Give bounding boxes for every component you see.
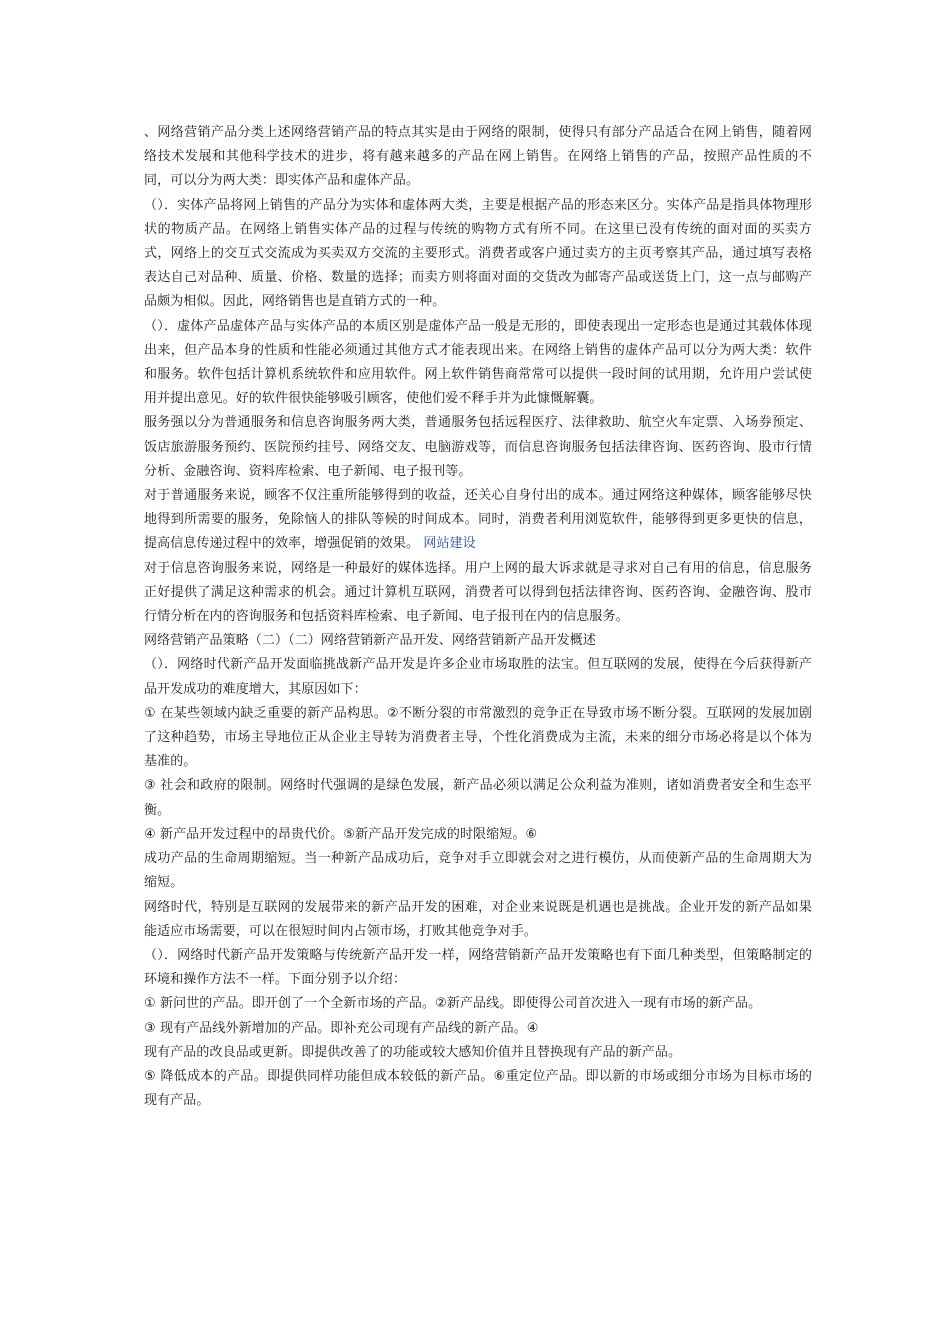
paragraph-life-cycle: 成功产品的生命周期缩短。当一种新产品成功后，竞争对手立即就会对之进行模仿，从而使新产品的生命周期大为缩短。 bbox=[144, 851, 812, 891]
paragraph-product-classification: 、网络营销产品分类上述网络营销产品的特点其实是由于网络的限制，使得只有部分产品适合在网上销售，随着网络技术发展和其他科学技术的进步，将有越来越多的产品在网上销售。在网络上销售的产品，按照产品性质的不同，可以分为两大类：即实体产品和虚体产品。 bbox=[144, 125, 812, 189]
list-item-strategy-5-6: ⑤ 降低成本的产品。即提供同样功能但成本较低的新产品。⑥重定位产品。即以新的市场或细分市场为目标市场的现有产品。 bbox=[144, 1068, 812, 1109]
list-item-reason-4-5-6: ④ 新产品开发过程中的昂贵代价。⑤新产品开发完成的时限缩短。⑥ bbox=[144, 826, 538, 842]
list-item-reason-1-2: ① 在某些领域内缺乏重要的新产品构思。②不断分裂的市常激烈的竞争正在导致市场不断分裂。互联网的发展加剧了这种趋势，市场主导地位正从企业主导转为消费者主导，个性化消费成为主流，未来的细分市场必将是以个体为基准的。 bbox=[144, 705, 812, 770]
list-item-reason-3: ③ 社会和政府的限制。网络时代强调的是绿色发展，新产品必须以满足公众利益为准则，诸如消费者安全和生态平衡。 bbox=[144, 778, 812, 818]
paragraph-info-service: 对于信息咨询服务来说，网络是一种最好的媒体选择。用户上网的最大诉求就是寻求对自己有用的信息，信息服务正好提供了满足这种需求的机会。通过计算机互联网，消费者可以得到包括法律咨询、医药咨询、金融咨询、股市行情分析在内的咨询服务和包括资料库检索、电子新闻、电子报刊在内的信息服务。 bbox=[144, 560, 812, 625]
paragraph-physical-products: （）．实体产品将网上销售的产品分为实体和虚体两大类，主要是根据产品的形态来区分。实体产品是指具体物理形状的物质产品。在网络上销售实体产品的过程与传统的购物方式有所不同。在这里已没有传统的面对面的买卖方式，网络上的交互式交流成为买卖双方交流的主要形式。消费者或客户通过卖方的主页考察其产品，通过填写表格表达自己对品种、质量、价格、数量的选择；而卖方则将面对面的交货改为邮寄产品或送货上门，这一点与邮购产品颇为相似。因此，网络销售也是直销方式的一种。 bbox=[144, 197, 812, 310]
section-heading-new-product: 网络营销产品策略（二）（二）网络营销新产品开发、网络营销新产品开发概述 bbox=[144, 633, 597, 649]
paragraph-service-types: 服务强以分为普通服务和信息咨询服务两大类，普通服务包括远程医疗、法律救助、航空火车定票、入场券预定、饭店旅游服务预约、医院预约挂号、网络交友、电脑游戏等，而信息咨询服务包括法律咨询、医药咨询、股市行情分析、金融咨询、资料库检索、电子新闻、电子报刊等。 bbox=[144, 415, 812, 479]
list-item-strategy-3-4: ③ 现有产品线外新增加的产品。即补充公司现有产品线的新产品。④ bbox=[144, 1020, 539, 1036]
document-body bbox=[144, 121, 812, 1113]
paragraph-new-product-challenges: （）．网络时代新产品开发面临挑战新产品开发是许多企业市场取胜的法宝。但互联网的发展，使得在今后获得新产品开发成功的难度增大，其原因如下： bbox=[144, 657, 812, 697]
paragraph-development-strategy: （）．网络时代新产品开发策略与传统新产品开发一样，网络营销新产品开发策略也有下面几种类型，但策略制定的环境和操作方法不一样。下面分别予以介绍： bbox=[144, 947, 812, 988]
paragraph-opportunity: 网络时代，特别是互联网的发展带来的新产品开发的困难，对企业来说既是机遇也是挑战。企业开发的新产品如果能适应市场需要，可以在很短时间内占领市场，打败其他竞争对手。 bbox=[144, 899, 812, 939]
paragraph-general-service bbox=[144, 484, 812, 557]
list-item-strategy-1-2: ① 新问世的产品。即开创了一个全新市场的产品。②新产品线。即使得公司首次进入一现有市场的新产品。 bbox=[144, 996, 762, 1012]
paragraph-general-service-text: 对于普通服务来说，顾客不仅注重所能够得到的收益，还关心自身付出的成本。通过网络这种媒体，顾客能够尽快地得到所需要的服务，免除恼人的排队等候的时间成本。同时，消费者利用浏览软件，能够得到更多更快的信息，提高信息传递过程中的效率，增强促销的效果。 bbox=[144, 488, 812, 552]
list-item-strategy-4-detail: 现有产品的改良品或更新。即提供改善了的功能或较大感知价值并且替换现有产品的新产品。 bbox=[144, 1044, 682, 1060]
website-building-link[interactable]: 网站建设 bbox=[423, 536, 476, 552]
paragraph-virtual-products: （）．虚体产品虚体产品与实体产品的本质区别是虚体产品一般是无形的，即使表现出一定形态也是通过其载体体现出来，但产品本身的性质和性能必须通过其他方式才能表现出来。在网络上销售的虚体产品可以分为两大类：软件和服务。软件包括计算机系统软件和应用软件。网上软件销售商常常可以提供一段时间的试用期，允许用户尝试使用并提出意见。好的软件很快能够吸引顾客，使他们爱不释手并为此慷慨解囊。 bbox=[144, 318, 812, 407]
